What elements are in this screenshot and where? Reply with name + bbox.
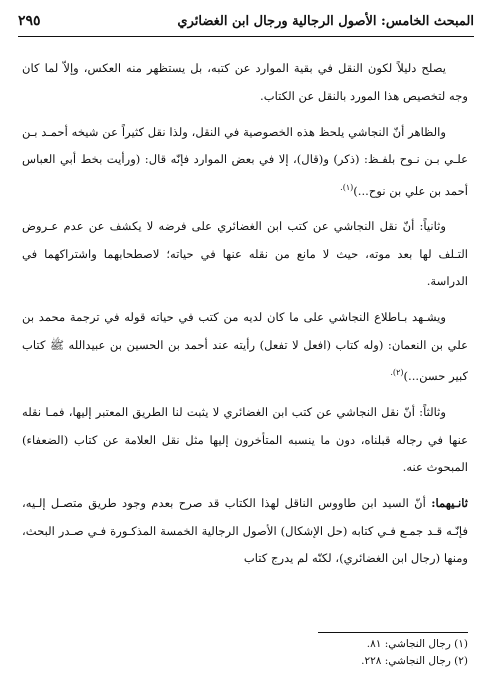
page-number: ٢٩٥: [18, 13, 41, 29]
footnotes: [22, 636, 468, 670]
footnote-ref-2: (٢).: [390, 368, 404, 378]
footnote-1: (١) رجال النجاشي: ٨١.: [366, 638, 468, 650]
header-title: المبحث الخامس: الأصول الرجالية ورجال ابن الغضائري: [177, 13, 474, 29]
running-header: [18, 8, 474, 34]
section-marker: ثانـيهما:: [431, 496, 468, 511]
body-text: [22, 55, 468, 581]
paragraph-5: وثالثاً: أنّ نقل النجاشي عن كتب ابن الغضائري لا يثبت لنا الطريق المعتبر إليها، فمـا نقله عنها في رجاله قبلناه، دون ما ينسبه المتأخرون إليها مثل نقل العلامة عن كتاب (الضعفاء) المبحوث عنه.: [22, 405, 468, 475]
paragraph-2: والظاهر أنّ النجاشي يلحظ هذه الخصوصية في النقل، ولذا نقل كثيراً عن شيخه أحمـد بـن علـي بـن نـوح بلفـظ: (ذكر) و(قال)، إلا في بعض الموارد فإنّه قال: (ورأيت بخط أبي العباس أحمد بن علي بن نوح...)$^{(١).}$: [22, 124, 468, 198]
footnote-2: (٢) رجال النجاشي: ٢٢٨.: [361, 655, 468, 667]
paragraph-1: يصلح دليلاً لكون النقل في بقية الموارد عن كتبه، بل يستظهر منه العكس، وإلاّ لما كان وجه لتخصيص هذا المورد بالنقل عن الكتاب.: [22, 61, 468, 103]
paragraph-3: وثانياً: أنّ نقل النجاشي عن كتب ابن الغضائري على فرضه لا يكشف عن عدم عـروض التـلف لها بعد موته، حيث لا مانع من نقله عنها في حياته؛ لاصطحابهما واشتراكهما في الدراسة.: [22, 219, 468, 289]
paragraph-6: ثانـيهما: أنّ السيد ابن طاووس الناقل لهذا الكتاب قد صرح بعدم وجود طريق متصـل إلـيه، فإنّـه قـد جمـع فـي كتابه (حل الإشكال) الأصول الرجالية الخمسة المذكـورة فـي صـدر البحث، ومنها (رجال ابن الغضائري)، لكنّه لم يدرج كتاب: [22, 496, 468, 566]
paragraph-4: ويشـهد بـاطلاع النجاشي على ما كان لديه من كتب في حياته قوله في ترجمة محمد بن علي بن النعمان: (وله كتاب (افعل لا تفعل) رأيته عند أحمد بن الحسين بن عبيدالله ﷺ كتاب كبير حسن...)$^{(٢).}$: [22, 310, 468, 384]
footnote-ref-1: (١).: [340, 182, 354, 192]
footnote-divider: [318, 632, 468, 633]
header-divider: [18, 36, 474, 37]
